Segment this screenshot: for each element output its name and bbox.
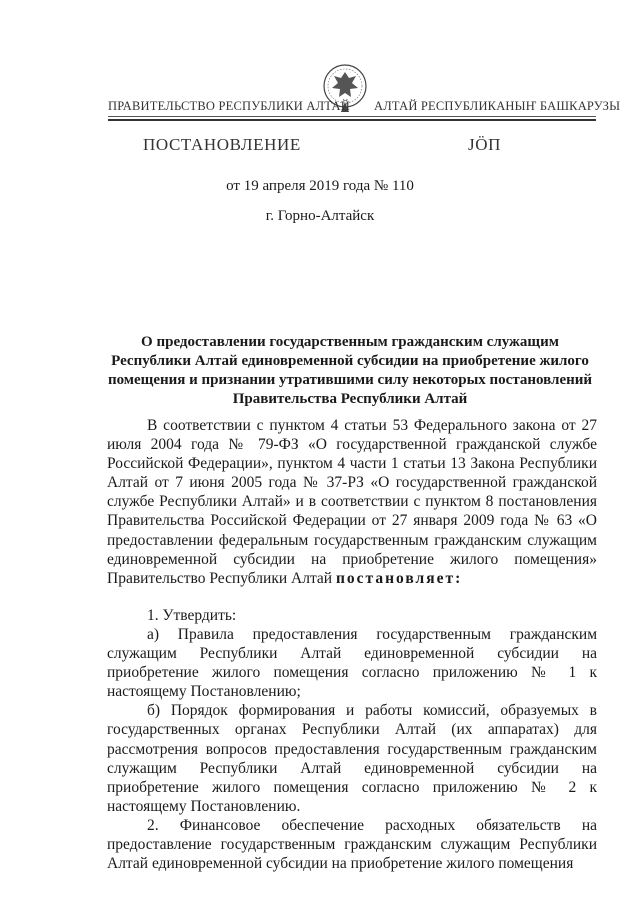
document-title: О предоставлении государственным гражданским служащим Республики Алтай единовременной субсидии на приобретение жилого помещения и признании утратившими силу некоторых постановлений Правительства Республики Алтай: [107, 334, 593, 407]
item-2: 2. Финансовое обеспечение расходных обязательств на предоставление государственным гражданским служащим Республики Алтай единовременной субсидии на приобретение жилого помещения: [107, 816, 597, 873]
preamble-paragraph: [107, 416, 597, 588]
document-type-altai: ЈӦП: [468, 135, 501, 154]
item-1: 1. Утвердить:: [147, 606, 237, 624]
government-name-altai: АЛТАЙ РЕСПУБЛИКАНЫҤ БАШКАРУЗЫ: [374, 99, 621, 113]
document-type-russian: ПОСТАНОВЛЕНИЕ: [143, 135, 301, 154]
document-body: [107, 416, 597, 873]
preamble-text: В соответствии с пунктом 4 статьи 53 Федерального закона от 27 июля 2004 года № 79-ФЗ «О государственной гражданской службе Российской Федерации», пунктом 4 части 1 статьи 13 Закона Республики Алтай от 7 июня 2005 года № 37-РЗ «О государственной гражданской службе Республики Алтай» и в соответствии с пунктом 8 постановления Правительства Российской Федерации от 27 января 2009 года № 63 «О предоставлении федеральным государственным гражданским служащим единовременной субсидии на приобретение жилого помещения» Правительство Республики Алтай: [107, 417, 597, 587]
document-city: г. Горно-Алтайск: [265, 208, 375, 224]
government-name-russian: ПРАВИТЕЛЬСТВО РЕСПУБЛИКИ АЛТАЙ: [108, 99, 350, 113]
resolves-word: постановляет:: [335, 569, 463, 587]
item-1a: а) Правила предоставления государственным гражданским служащим Республики Алтай единовременной субсидии на приобретение жилого помещения согласно приложению № 1 к настоящему Постановлению;: [107, 625, 597, 701]
item-1b: б) Порядок формирования и работы комиссий, образуемых в государственных органах Республики Алтай (их аппаратах) для рассмотрения вопросов предоставления государственным гражданским служащим Республики Алтай единовременной субсидии на приобретение жилого помещения согласно приложению № 2 к настоящему Постановлению.: [107, 702, 597, 815]
header-rule-thin: [108, 116, 596, 117]
document-date-number: от 19 апреля 2019 года № 110: [226, 178, 414, 194]
header-rule-thick: [108, 119, 596, 121]
